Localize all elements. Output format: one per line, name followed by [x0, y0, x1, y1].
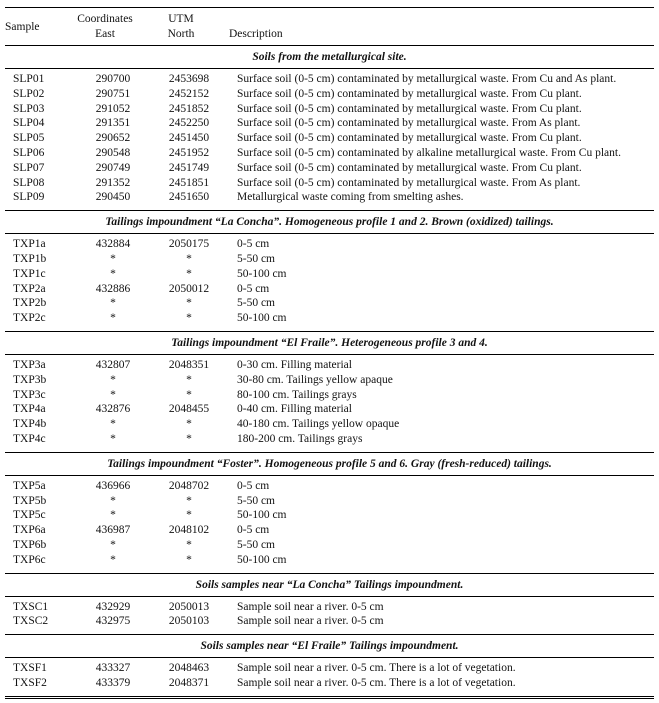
- table-row: [5, 538, 654, 553]
- table-row: [5, 508, 654, 523]
- cell-north: *: [186, 553, 192, 566]
- cell-east: 436987: [95, 524, 131, 537]
- cell-north: *: [186, 432, 192, 445]
- table-row: [5, 190, 654, 205]
- cell-sample: TXP3c: [13, 388, 46, 401]
- section-title: Tailings impoundment “Foster”. Homogeneous profile 5 and 6. Gray (fresh-reduced) tailings.: [5, 452, 654, 476]
- table-row: [5, 146, 654, 161]
- cell-north: 2453698: [168, 73, 210, 85]
- cell-north: 2048463: [168, 662, 210, 675]
- cell-desc: 0-5 cm: [237, 238, 270, 251]
- section-title: Soils from the metallurgical site.: [5, 45, 654, 69]
- cell-north: 2451450: [168, 132, 210, 145]
- table-row: [5, 102, 654, 117]
- cell-desc: 180-200 cm. Tailings grays: [237, 432, 363, 445]
- cell-east: 290652: [95, 132, 131, 145]
- table-section: [5, 634, 654, 696]
- cell-east: *: [110, 494, 116, 507]
- cell-east: 432929: [95, 600, 131, 613]
- section-rows: [5, 355, 654, 452]
- cell-north: 2452152: [168, 87, 210, 100]
- cell-desc: 0-5 cm: [237, 282, 270, 295]
- cell-sample: TXP6b: [13, 538, 47, 551]
- cell-east: *: [110, 267, 116, 280]
- cell-east: 291052: [95, 102, 131, 115]
- cell-north: 2451952: [168, 146, 210, 159]
- cell-east: 433327: [95, 662, 131, 675]
- table-section: [5, 45, 654, 210]
- cell-east: 432975: [95, 615, 131, 628]
- header-utm-label: UTM: [168, 13, 194, 25]
- cell-north: 2050012: [168, 282, 210, 295]
- cell-sample: TXP1c: [13, 267, 46, 280]
- cell-desc: 0-40 cm. Filling material: [237, 403, 352, 416]
- cell-desc: 0-5 cm: [237, 479, 270, 492]
- cell-north: *: [186, 418, 192, 431]
- cell-east: 290548: [95, 146, 131, 159]
- cell-desc: Surface soil (0-5 cm) contaminated by metallurgical waste. From Cu plant.: [237, 87, 582, 100]
- table-row: [5, 432, 654, 447]
- table-row: [5, 237, 654, 252]
- cell-east: *: [110, 538, 116, 551]
- cell-north: *: [186, 252, 192, 265]
- cell-east: 291351: [95, 117, 131, 130]
- table-row: [5, 131, 654, 146]
- section-title: Tailings impoundment “El Fraile”. Heterogeneous profile 3 and 4.: [5, 331, 654, 355]
- cell-north: 2048371: [168, 676, 210, 689]
- cell-north: *: [186, 509, 192, 522]
- cell-desc: Sample soil near a river. 0-5 cm. There is a lot of vegetation.: [237, 676, 516, 689]
- cell-sample: SLP03: [13, 102, 45, 115]
- cell-north: 2048351: [168, 358, 210, 371]
- cell-sample: SLP07: [13, 161, 45, 174]
- cell-east: *: [110, 297, 116, 310]
- cell-sample: TXP4a: [13, 403, 46, 416]
- table-row: [5, 600, 654, 615]
- cell-desc: 50-100 cm: [237, 267, 287, 280]
- cell-east: *: [110, 432, 116, 445]
- cell-desc: Surface soil (0-5 cm) contaminated by metallurgical waste. From Cu plant.: [237, 132, 582, 145]
- cell-sample: TXP5a: [13, 479, 46, 492]
- table-row: [5, 479, 654, 494]
- table-row: [5, 116, 654, 131]
- cell-desc: 5-50 cm: [237, 252, 276, 265]
- cell-sample: SLP02: [13, 87, 45, 100]
- table-row: [5, 358, 654, 373]
- table-row: [5, 614, 654, 629]
- cell-east: 436966: [95, 479, 131, 492]
- cell-sample: TXP4c: [13, 432, 46, 445]
- cell-north: 2452250: [168, 117, 210, 130]
- header-north-label: North: [167, 28, 195, 40]
- cell-east: 291352: [95, 176, 131, 189]
- section-rows: [5, 597, 654, 635]
- header-coordinates-label: Coordinates: [77, 13, 133, 25]
- table-row: [5, 176, 654, 191]
- cell-north: *: [186, 267, 192, 280]
- cell-north: 2451749: [168, 161, 210, 174]
- cell-desc: Surface soil (0-5 cm) contaminated by metallurgical waste. From As plant.: [237, 176, 581, 189]
- table-row: [5, 296, 654, 311]
- cell-desc: Surface soil (0-5 cm) contaminated by alkaline metallurgical waste. From Cu plant.: [237, 146, 621, 159]
- cell-sample: TXP6a: [13, 524, 46, 537]
- cell-north: *: [186, 494, 192, 507]
- cell-desc: Sample soil near a river. 0-5 cm: [237, 615, 384, 628]
- cell-north: 2451852: [168, 102, 210, 115]
- cell-north: 2048702: [168, 479, 210, 492]
- cell-desc: Surface soil (0-5 cm) contaminated by metallurgical waste. From Cu and As plant.: [237, 73, 617, 85]
- cell-east: *: [110, 252, 116, 265]
- cell-sample: TXP5c: [13, 509, 46, 522]
- cell-sample: SLP04: [13, 117, 45, 130]
- header-coordinates-east: [75, 12, 135, 42]
- cell-east: 433379: [95, 676, 131, 689]
- table-row: [5, 388, 654, 403]
- section-rows: [5, 234, 654, 331]
- table-section: [5, 573, 654, 635]
- cell-desc: 5-50 cm: [237, 538, 276, 551]
- cell-sample: SLP06: [13, 146, 45, 159]
- table-row: [5, 72, 654, 87]
- cell-desc: 0-30 cm. Filling material: [237, 358, 352, 371]
- cell-east: *: [110, 418, 116, 431]
- table-header: [5, 8, 654, 45]
- table-row: [5, 282, 654, 297]
- header-utm-north: [135, 12, 227, 42]
- cell-sample: TXSF2: [13, 676, 47, 689]
- cell-desc: Sample soil near a river. 0-5 cm: [237, 600, 384, 613]
- cell-sample: TXP2b: [13, 297, 47, 310]
- table-row: [5, 267, 654, 282]
- cell-sample: TXSF1: [13, 662, 47, 675]
- cell-sample: TXP5b: [13, 494, 47, 507]
- cell-north: 2048455: [168, 403, 210, 416]
- cell-east: 290751: [95, 87, 131, 100]
- cell-sample: TXP4b: [13, 418, 47, 431]
- cell-sample: SLP08: [13, 176, 45, 189]
- cell-east: *: [110, 373, 116, 386]
- cell-east: 290450: [95, 191, 131, 204]
- cell-desc: 0-5 cm: [237, 524, 270, 537]
- cell-east: *: [110, 312, 116, 325]
- table-row: [5, 311, 654, 326]
- cell-east: 432876: [95, 403, 131, 416]
- cell-sample: SLP01: [13, 73, 45, 85]
- header-east-label: East: [95, 28, 115, 40]
- cell-sample: TXP1b: [13, 252, 47, 265]
- cell-north: *: [186, 312, 192, 325]
- cell-east: 432807: [95, 358, 131, 371]
- table-section: [5, 331, 654, 452]
- section-rows: [5, 69, 654, 210]
- cell-sample: SLP09: [13, 191, 45, 204]
- cell-desc: Sample soil near a river. 0-5 cm. There is a lot of vegetation.: [237, 662, 516, 675]
- cell-east: 290749: [95, 161, 131, 174]
- table-row: [5, 252, 654, 267]
- table-row: [5, 87, 654, 102]
- cell-sample: TXP2a: [13, 282, 46, 295]
- table-body: [5, 45, 654, 696]
- table-row: [5, 523, 654, 538]
- cell-sample: TXP2c: [13, 312, 46, 325]
- cell-desc: 50-100 cm: [237, 509, 287, 522]
- table-row: [5, 661, 654, 676]
- cell-sample: TXSC1: [13, 600, 49, 613]
- cell-north: 2050175: [168, 238, 210, 251]
- cell-east: 432884: [95, 238, 131, 251]
- table-row: [5, 417, 654, 432]
- section-title: Tailings impoundment “La Concha”. Homogeneous profile 1 and 2. Brown (oxidized) tailings.: [5, 210, 654, 234]
- cell-north: *: [186, 297, 192, 310]
- cell-sample: TXP1a: [13, 238, 46, 251]
- samples-table: [5, 7, 654, 699]
- table-row: [5, 373, 654, 388]
- cell-north: 2451851: [168, 176, 210, 189]
- section-title: Soils samples near “El Fraile” Tailings impoundment.: [5, 634, 654, 658]
- cell-desc: Surface soil (0-5 cm) contaminated by metallurgical waste. From As plant.: [237, 117, 581, 130]
- section-rows: [5, 658, 654, 696]
- table-row: [5, 402, 654, 417]
- cell-north: 2048102: [168, 524, 210, 537]
- cell-north: *: [186, 373, 192, 386]
- cell-east: 432886: [95, 282, 131, 295]
- cell-north: *: [186, 388, 192, 401]
- cell-desc: 40-180 cm. Tailings yellow opaque: [237, 418, 400, 431]
- cell-east: *: [110, 509, 116, 522]
- table-row: [5, 553, 654, 568]
- header-description: Description: [229, 28, 283, 40]
- cell-sample: TXP3b: [13, 373, 47, 386]
- table-row: [5, 161, 654, 176]
- table-row: [5, 676, 654, 691]
- cell-desc: 30-80 cm. Tailings yellow apaque: [237, 373, 393, 386]
- table-section: [5, 452, 654, 573]
- section-title: Soils samples near “La Concha” Tailings impoundment.: [5, 573, 654, 597]
- table-row: [5, 494, 654, 509]
- cell-desc: Metallurgical waste coming from smelting ashes.: [237, 191, 464, 204]
- cell-sample: TXP3a: [13, 358, 46, 371]
- cell-desc: 50-100 cm: [237, 553, 287, 566]
- cell-east: 290700: [95, 73, 131, 85]
- cell-desc: Surface soil (0-5 cm) contaminated by metallurgical waste. From Cu plant.: [237, 161, 582, 174]
- header-sample: Sample: [5, 20, 40, 33]
- cell-east: *: [110, 388, 116, 401]
- cell-sample: SLP05: [13, 132, 45, 145]
- cell-sample: TXSC2: [13, 615, 49, 628]
- cell-north: *: [186, 538, 192, 551]
- cell-desc: 5-50 cm: [237, 494, 276, 507]
- table-section: [5, 210, 654, 331]
- cell-desc: Surface soil (0-5 cm) contaminated by metallurgical waste. From Cu plant.: [237, 102, 582, 115]
- cell-desc: 5-50 cm: [237, 297, 276, 310]
- cell-east: *: [110, 553, 116, 566]
- cell-desc: 80-100 cm. Tailings grays: [237, 388, 357, 401]
- cell-north: 2451650: [168, 191, 210, 204]
- cell-north: 2050013: [168, 600, 210, 613]
- cell-desc: 50-100 cm: [237, 312, 287, 325]
- cell-sample: TXP6c: [13, 553, 46, 566]
- cell-north: 2050103: [168, 615, 210, 628]
- section-rows: [5, 476, 654, 573]
